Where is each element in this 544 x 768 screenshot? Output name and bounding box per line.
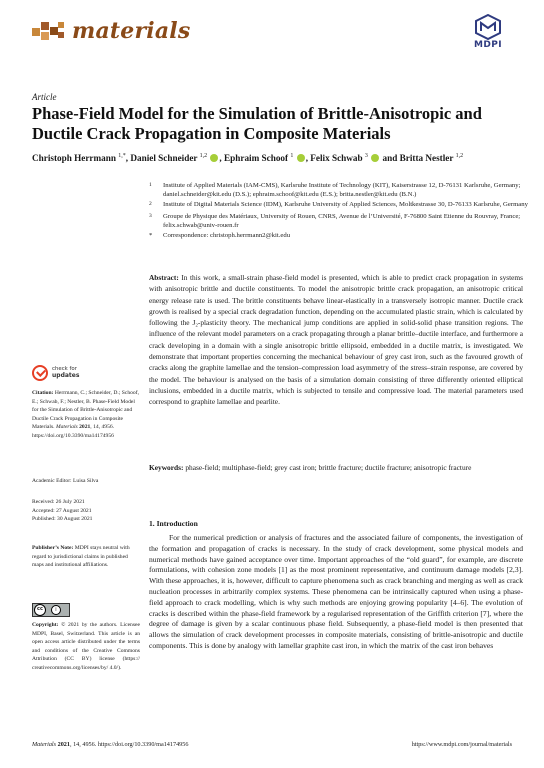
affiliation	[149, 212, 529, 230]
cc-by-license-badge[interactable]	[32, 603, 70, 617]
check-for-updates-button[interactable]	[32, 365, 82, 385]
publisher-note	[32, 544, 140, 570]
publisher-note-text: MDPI stays neutral with regard to jurisdictional claims in published maps and institutional affiliations.	[32, 545, 130, 569]
academic-editor: Academic Editor: Luisa Silva	[32, 478, 99, 484]
author-name[interactable]: Felix Schwab	[310, 153, 363, 164]
keywords-text: phase-field; multiphase-field; grey cast iron; brittle fracture; ductile fracture; anisotropic fracture	[185, 463, 472, 472]
footer-journal-url[interactable]: https://www.mdpi.com/journal/materials	[411, 741, 512, 748]
keywords	[149, 462, 523, 473]
affiliation	[149, 231, 529, 240]
affiliation-number: 2	[149, 201, 152, 207]
publication-dates	[32, 498, 140, 524]
citation-doi-link[interactable]: https://doi.org/10.3390/ma14174956	[32, 432, 114, 439]
intro-paragraph: For the numerical prediction or analysis of fractures and the associated failure of components, the investigation of the formation and propagation of cracks is necessary. In the study of crack development, some physical models and numerical methods have gained acceptance over time. Important approaches of the “old guard”, for example, are discrete formulations, with cohesion zone models [1] as the most prominent representative, and continuum damage models [2,3]. With these approaches, it is, however, difficult to capture phenomena such as crack branching and merging as well as crack nucleation processes in arbitrarily complex systems. These phenomena can be intrinsically captured when using a phase-field approach to crack modelling, which is why such methods are enjoying growing popularity [4–6]. The evolution of cracks is described within the phase-field framework by a regularised representation of the Griffith criterion [7], where the degree of damage is given by a scalar continuous phase field. Subsequently, a phase-field model is then presented that allows the simulation of crack development processes in composite materials, consisting of brittle-anisotropic and ductile components. This is done by analogy with lamellar graphite cast iron, in which the matrix of the cast iron behaves	[149, 533, 523, 650]
accepted-date: Accepted: 27 August 2021	[32, 507, 92, 514]
citation-year: 2021	[79, 424, 91, 431]
checkmark-icon	[32, 365, 48, 381]
affiliation-number: 3	[149, 213, 152, 220]
affiliations	[149, 181, 529, 241]
affiliation-number: 1	[149, 182, 152, 188]
abstract	[149, 272, 523, 408]
published-date: Published: 30 August 2021	[32, 516, 93, 523]
author-name[interactable]: Christoph Herrmann	[32, 153, 116, 164]
affiliation-text: Groupe de Physique des Matériaux, University of Rouen, CNRS, Avenue de l’Université, F-76800 Saint Etienne du Rouvray, France; felix.schwab@univ-rouen.fr	[163, 213, 521, 230]
citation-journal: Materials	[55, 424, 78, 431]
journal-name[interactable]: materials	[72, 18, 191, 44]
copyright-label: Copyright:	[32, 622, 59, 628]
creative-commons-icon: cc	[34, 604, 46, 616]
affiliation-text: Institute of Digital Materials Science (IDM), Karlsruhe University of Applied Sciences, Moltkestrasse 30, D-76133 Karlsruhe, Germany	[163, 201, 528, 208]
received-date: Received: 26 July 2021	[32, 499, 85, 505]
affiliation	[149, 200, 529, 211]
page-footer	[32, 741, 512, 748]
citation-label: Citation:	[32, 390, 54, 396]
orcid-icon[interactable]	[371, 154, 379, 162]
abstract-label: Abstract:	[149, 273, 179, 282]
author-affil-sup: 1,2	[199, 153, 208, 159]
abstract-text: In this work, a small-strain phase-field model is presented, which is able to predict crack propagation in systems with anisotropic brittle and ductile constituents. To model the anisotropic brittle crack propagation, an anisotropic critical energy release rate is used. The brittle constituents behave linear-elastically in a transversely isotropic manner. Ductile crack growth is realised by a special crack degradation function, depending on the accumulated plastic strain, which is calculated by following the J₂-plasticity theory. The mechanical jump conditions are applied in solid-solid phase transition regions. The influence of the relevant model parameters on a crack propagating through a planar brittle–ductile interface, and furthermore a crack developing in a domain with a single anisotropic brittle ellipsoid, embedded in a ductile matrix, is investigated. We demonstrate that important properties concerning the mechanical behaviour of grey cast iron, such as the favoured growth of cracks along the graphite lamellae and the tension–compression load asymmetry of the stress–strain response, are covered by the model. The behaviour is analysed on the basis of a simulation domain consisting of three differently oriented elliptical inclusions, embedded in a ductile matrix, which is subjected to tensile and compressive load. The material parameters used correspond to graphite lamellae and pearlite.	[149, 273, 523, 407]
author-list: Christoph Herrmann $^{1,*}$, Daniel Schneider $^{1,2}$ , Ephraim Schoof $^1$ , Felix Schwab $^3$ and Britta Nestler $^{1,2}$	[32, 153, 464, 164]
author-name[interactable]: Britta Nestler	[399, 153, 454, 164]
check-updates-line2: updates	[52, 371, 80, 379]
author-name[interactable]: Daniel Schneider	[130, 153, 198, 164]
journal-header	[32, 14, 512, 54]
footer-citation	[32, 741, 188, 748]
footer-year: 2021	[57, 741, 70, 748]
publisher-note-label: Publisher’s Note:	[32, 545, 74, 551]
paper-title: Phase-Field Model for the Simulation of Brittle-Anisotropic and Ductile Crack Propagation in Composite Materials	[32, 104, 482, 143]
correspondence-text[interactable]: Correspondence: christoph.herrmann2@kit.edu	[163, 232, 291, 240]
author-affil-sup: 1	[290, 153, 294, 159]
affiliation	[149, 181, 529, 199]
materials-logo-icon	[32, 18, 66, 46]
mdpi-logo[interactable]	[464, 14, 512, 54]
author-affil-sup: 1,*	[118, 153, 126, 159]
footer-journal: Materials	[32, 741, 57, 748]
article-type: Article	[32, 92, 57, 102]
affiliation-text: Institute of Applied Materials (IAM-CMS), Karlsruhe Institute of Technology (KIT), Kaiserstrasse 12, D-76131 Karlsruhe, Germany; daniel.schneider@kit.edu (D.S.); ephraim.schoof@kit.edu (E.S.); britta.nestler@kit.edu (B.N.)	[163, 182, 521, 198]
copyright-text: © 2021 by the authors. Licensee MDPI, Basel, Switzerland. This article is an open access article distributed under the terms and conditions of the Creative Commons Attribution (CC BY) license (https:// creativecommons.org/licenses/by/ 4.0/).	[32, 622, 140, 671]
author-affil-sup: 1,2	[455, 153, 464, 159]
keywords-label: Keywords:	[149, 463, 184, 472]
citation-text: Herrmann, C.; Schneider, D.; Schoof, E.; Schwab, F.; Nestler, B. Phase-Field Model for the Simulation of Brittle-Anisotropic and Ductile Crack Propagation in Composite Materials.	[32, 390, 139, 431]
check-updates-line1: check for	[52, 366, 77, 372]
author-name[interactable]: Ephraim Schoof	[224, 153, 289, 164]
orcid-icon[interactable]	[210, 154, 218, 162]
mdpi-logo-icon	[474, 14, 502, 40]
mdpi-logo-text: MDPI	[474, 40, 502, 50]
affiliation-number: *	[149, 232, 153, 240]
orcid-icon[interactable]	[297, 154, 305, 162]
citation-block	[32, 389, 140, 441]
citation-volume: , 14, 4956.	[90, 424, 115, 431]
section-heading: 1. Introduction	[149, 519, 198, 528]
attribution-icon: i	[51, 605, 61, 615]
author-affil-sup: 3	[364, 153, 368, 159]
footer-doi[interactable]: , 14, 4956. https://doi.org/10.3390/ma14174956	[69, 741, 189, 748]
introduction-section	[149, 519, 523, 652]
copyright-block	[32, 621, 140, 673]
